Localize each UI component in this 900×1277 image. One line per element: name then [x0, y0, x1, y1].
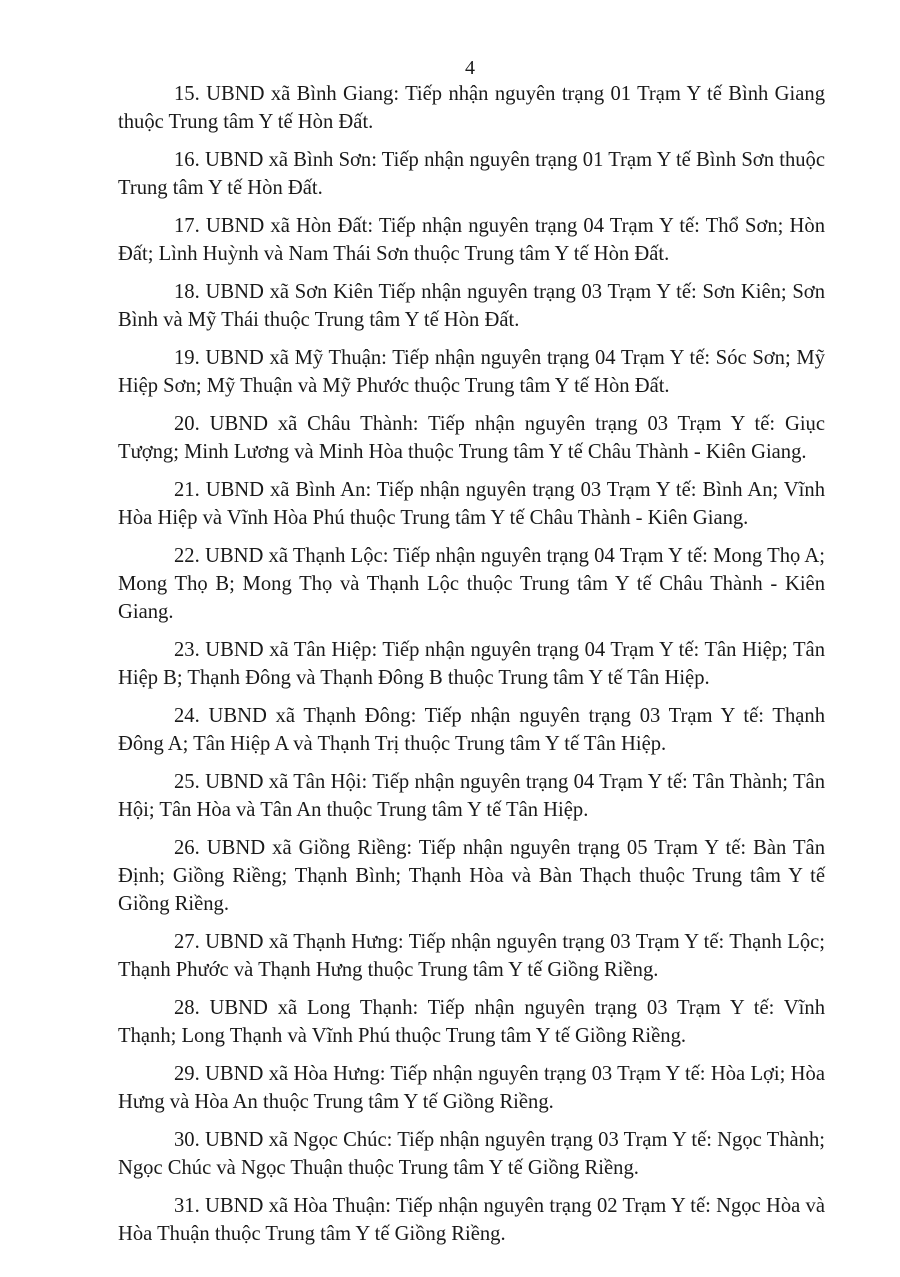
- list-item: 18. UBND xã Sơn Kiên Tiếp nhận nguyên trạng 03 Trạm Y tế: Sơn Kiên; Sơn Bình và Mỹ Thái thuộc Trung tâm Y tế Hòn Đất.: [118, 281, 825, 331]
- list-item: 24. UBND xã Thạnh Đông: Tiếp nhận nguyên trạng 03 Trạm Y tế: Thạnh Đông A; Tân Hiệp A và Thạnh Trị thuộc Trung tâm Y tế Tân Hiệp.: [118, 705, 825, 755]
- document-body: [118, 80, 825, 1258]
- list-item: 23. UBND xã Tân Hiệp: Tiếp nhận nguyên trạng 04 Trạm Y tế: Tân Hiệp; Tân Hiệp B; Thạnh Đông và Thạnh Đông B thuộc Trung tâm Y tế Tân Hiệp.: [118, 639, 825, 689]
- list-item: 29. UBND xã Hòa Hưng: Tiếp nhận nguyên trạng 03 Trạm Y tế: Hòa Lợi; Hòa Hưng và Hòa An thuộc Trung tâm Y tế Giồng Riềng.: [118, 1063, 825, 1113]
- list-item: 27. UBND xã Thạnh Hưng: Tiếp nhận nguyên trạng 03 Trạm Y tế: Thạnh Lộc; Thạnh Phước và Thạnh Hưng thuộc Trung tâm Y tế Giồng Riềng.: [118, 931, 825, 981]
- list-item: 28. UBND xã Long Thạnh: Tiếp nhận nguyên trạng 03 Trạm Y tế: Vĩnh Thạnh; Long Thạnh và Vĩnh Phú thuộc Trung tâm Y tế Giồng Riềng.: [118, 997, 825, 1047]
- list-item: 31. UBND xã Hòa Thuận: Tiếp nhận nguyên trạng 02 Trạm Y tế: Ngọc Hòa và Hòa Thuận thuộc Trung tâm Y tế Giồng Riềng.: [118, 1195, 825, 1245]
- page-number: 4: [465, 57, 475, 79]
- list-item: 19. UBND xã Mỹ Thuận: Tiếp nhận nguyên trạng 04 Trạm Y tế: Sóc Sơn; Mỹ Hiệp Sơn; Mỹ Thuận và Mỹ Phước thuộc Trung tâm Y tế Hòn Đất.: [118, 347, 825, 397]
- list-item: 20. UBND xã Châu Thành: Tiếp nhận nguyên trạng 03 Trạm Y tế: Giục Tượng; Minh Lương và Minh Hòa thuộc Trung tâm Y tế Châu Thành - Kiên Giang.: [118, 413, 825, 463]
- list-item: 21. UBND xã Bình An: Tiếp nhận nguyên trạng 03 Trạm Y tế: Bình An; Vĩnh Hòa Hiệp và Vĩnh Hòa Phú thuộc Trung tâm Y tế Châu Thành - Kiên Giang.: [118, 479, 825, 529]
- list-item: 25. UBND xã Tân Hội: Tiếp nhận nguyên trạng 04 Trạm Y tế: Tân Thành; Tân Hội; Tân Hòa và Tân An thuộc Trung tâm Y tế Tân Hiệp.: [118, 771, 825, 821]
- list-item: 15. UBND xã Bình Giang: Tiếp nhận nguyên trạng 01 Trạm Y tế Bình Giang thuộc Trung tâm Y tế Hòn Đất.: [118, 83, 825, 133]
- list-item: 26. UBND xã Giồng Riềng: Tiếp nhận nguyên trạng 05 Trạm Y tế: Bàn Tân Định; Giồng Riềng; Thạnh Bình; Thạnh Hòa và Bàn Thạch thuộc Trung tâm Y tế Giồng Riềng.: [118, 837, 825, 915]
- list-item: 22. UBND xã Thạnh Lộc: Tiếp nhận nguyên trạng 04 Trạm Y tế: Mong Thọ A; Mong Thọ B; Mong Thọ và Thạnh Lộc thuộc Trung tâm Y tế Châu Thành - Kiên Giang.: [118, 545, 825, 623]
- list-item: 16. UBND xã Bình Sơn: Tiếp nhận nguyên trạng 01 Trạm Y tế Bình Sơn thuộc Trung tâm Y tế Hòn Đất.: [118, 149, 825, 199]
- list-item: 30. UBND xã Ngọc Chúc: Tiếp nhận nguyên trạng 03 Trạm Y tế: Ngọc Thành; Ngọc Chúc và Ngọc Thuận thuộc Trung tâm Y tế Giồng Riềng.: [118, 1129, 825, 1179]
- list-item: 17. UBND xã Hòn Đất: Tiếp nhận nguyên trạng 04 Trạm Y tế: Thổ Sơn; Hòn Đất; Lình Huỳnh và Nam Thái Sơn thuộc Trung tâm Y tế Hòn Đất.: [118, 215, 825, 265]
